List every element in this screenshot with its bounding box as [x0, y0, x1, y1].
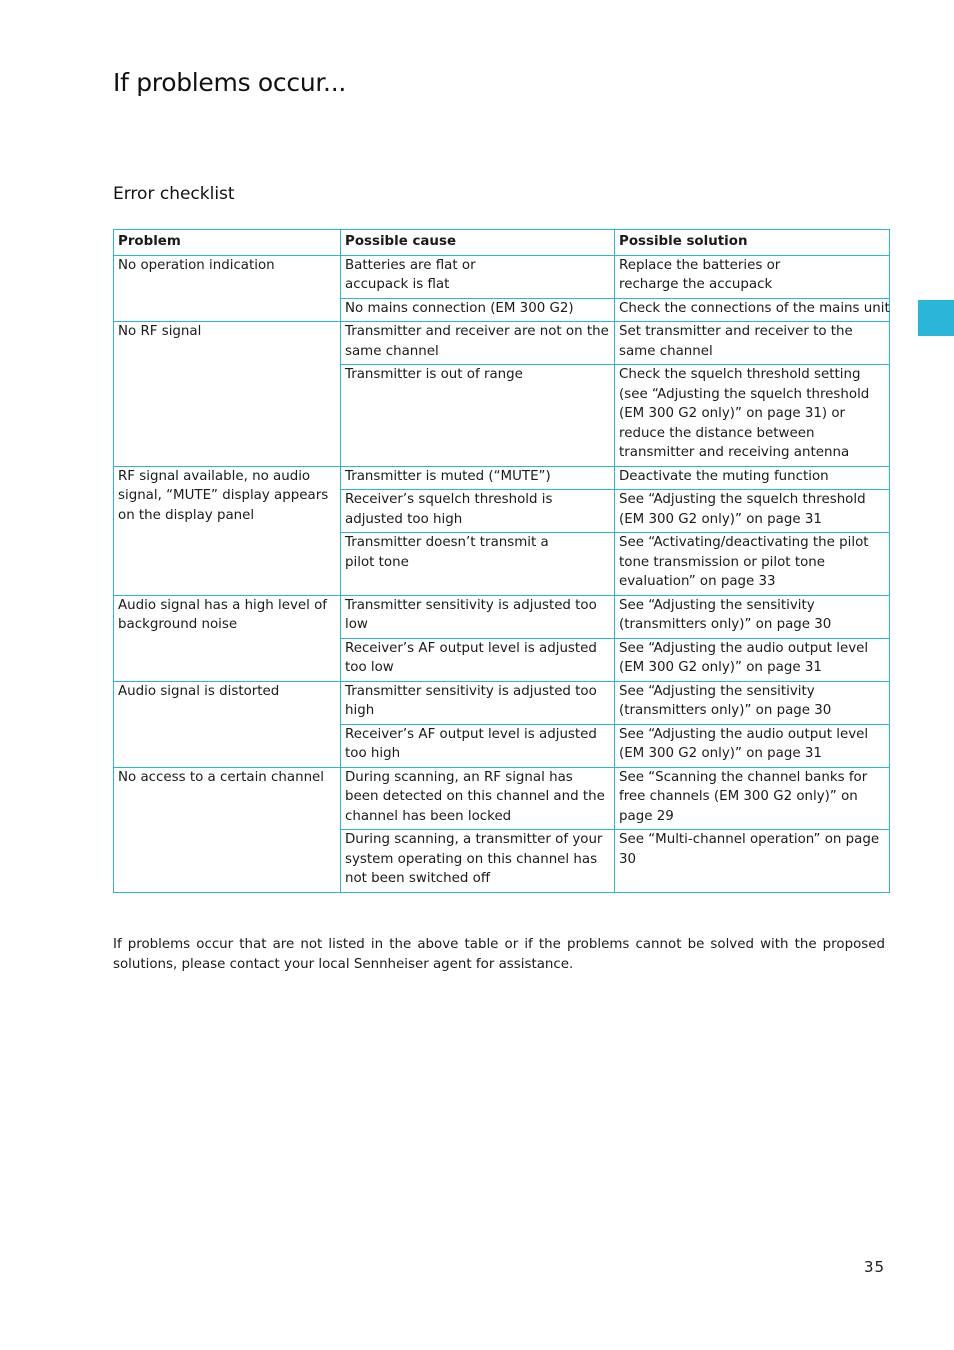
- problem-cell: No RF signal: [114, 322, 341, 467]
- problem-cell: RF signal available, no audio signal, “MUTE” display appears on the display panel: [114, 466, 341, 595]
- chapter-tab-marker: [918, 300, 954, 336]
- solution-cell: Replace the batteries or recharge the accupack: [615, 255, 890, 298]
- solution-cell: See “Adjusting the audio output level (EM 300 G2 only)” on page 31: [615, 724, 890, 767]
- solution-cell: Deactivate the muting function: [615, 466, 890, 490]
- cause-cell: Receiver’s squelch threshold is adjusted too high: [341, 490, 615, 533]
- table-row: [114, 466, 890, 490]
- table-row: [114, 595, 890, 638]
- solution-cell: See “Activating/deactivating the pilot tone transmission or pilot tone evaluation” on page 33: [615, 533, 890, 596]
- problem-cell: Audio signal is distorted: [114, 681, 341, 767]
- solution-cell: See “Adjusting the sensitivity (transmitters only)” on page 30: [615, 595, 890, 638]
- table-row: [114, 322, 890, 365]
- solution-cell: See “Multi-channel operation” on page 30: [615, 830, 890, 893]
- cause-cell: Transmitter doesn’t transmit a pilot tone: [341, 533, 615, 596]
- cause-cell: Receiver’s AF output level is adjusted too high: [341, 724, 615, 767]
- solution-cell: See “Adjusting the squelch threshold (EM 300 G2 only)” on page 31: [615, 490, 890, 533]
- error-checklist-table: [113, 229, 890, 893]
- solution-cell: Check the squelch threshold setting (see “Adjusting the squelch threshold (EM 300 G2 only)” on page 31) or reduce the distance between transmitter and receiving antenna: [615, 365, 890, 467]
- solution-cell: See “Adjusting the sensitivity (transmitters only)” on page 30: [615, 681, 890, 724]
- cause-cell: Transmitter is muted (“MUTE”): [341, 466, 615, 490]
- header-problem: Problem: [114, 230, 341, 256]
- cause-cell: No mains connection (EM 300 G2): [341, 298, 615, 322]
- table-header-row: [114, 230, 890, 256]
- cause-cell: Transmitter sensitivity is adjusted too low: [341, 595, 615, 638]
- solution-cell: See “Adjusting the audio output level (EM 300 G2 only)” on page 31: [615, 638, 890, 681]
- cause-cell: Transmitter is out of range: [341, 365, 615, 467]
- page-number: 35: [864, 1258, 886, 1276]
- cause-cell: Receiver’s AF output level is adjusted too low: [341, 638, 615, 681]
- header-possible-solution: Possible solution: [615, 230, 890, 256]
- table-row: [114, 255, 890, 298]
- problem-cell: No operation indication: [114, 255, 341, 322]
- solution-cell: See “Scanning the channel banks for free channels (EM 300 G2 only)” on page 29: [615, 767, 890, 830]
- solution-cell: Check the connections of the mains unit: [615, 298, 890, 322]
- solution-cell: Set transmitter and receiver to the same channel: [615, 322, 890, 365]
- header-possible-cause: Possible cause: [341, 230, 615, 256]
- footnote-paragraph: If problems occur that are not listed in the above table or if the problems cannot be solved with the proposed solutions, please contact your local Sennheiser agent for assistance.: [113, 937, 885, 972]
- table-row: [114, 681, 890, 724]
- cause-cell: Batteries are flat or accupack is flat: [341, 255, 615, 298]
- cause-cell: Transmitter sensitivity is adjusted too high: [341, 681, 615, 724]
- problem-cell: No access to a certain channel: [114, 767, 341, 892]
- page-title: If problems occur...: [113, 68, 346, 97]
- problem-cell: Audio signal has a high level of background noise: [114, 595, 341, 681]
- section-title: Error checklist: [113, 184, 235, 204]
- cause-cell: Transmitter and receiver are not on the same channel: [341, 322, 615, 365]
- cause-cell: During scanning, a transmitter of your system operating on this channel has not been switched off: [341, 830, 615, 893]
- cause-cell: During scanning, an RF signal has been detected on this channel and the channel has been locked: [341, 767, 615, 830]
- table-row: [114, 767, 890, 830]
